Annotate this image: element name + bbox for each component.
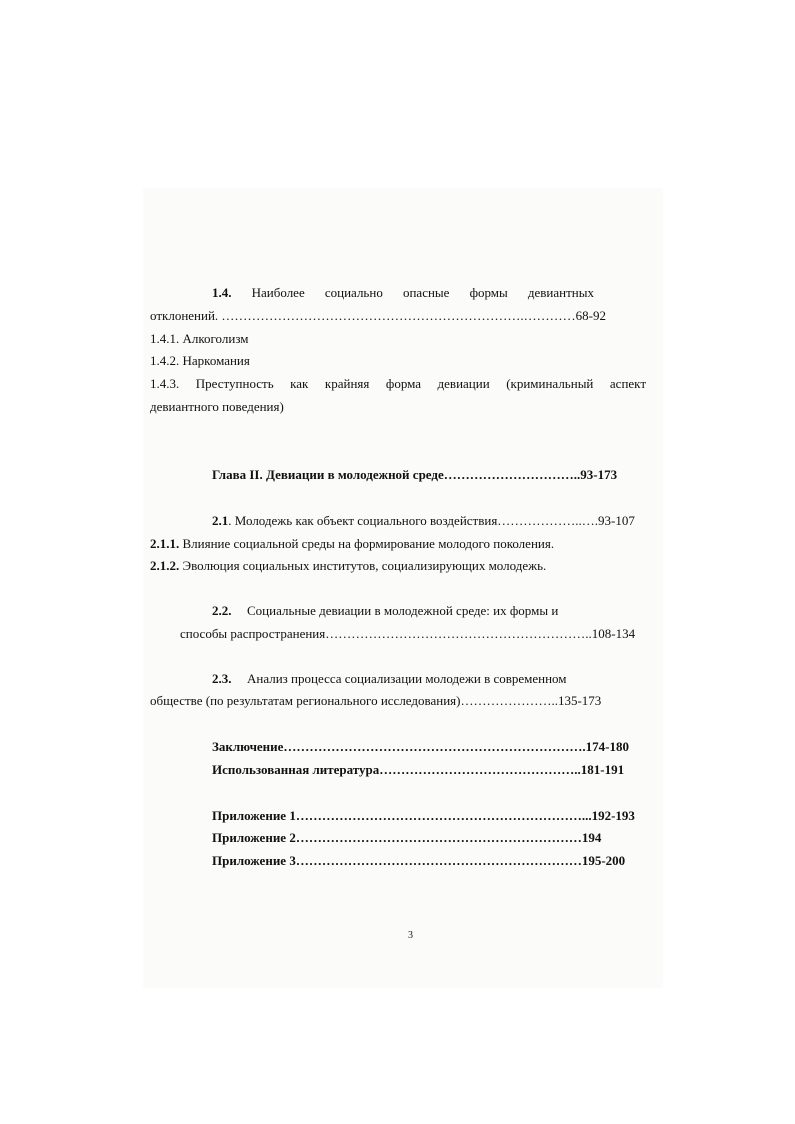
toc-entry-text: Влияние социальной среды на формирование молодого поколения. <box>179 536 555 551</box>
toc-entry-text: Анализ процесса социализации молодежи в современном <box>247 671 567 686</box>
toc-entry-2-3 <box>212 671 567 687</box>
toc-word: крайняя <box>324 376 370 391</box>
toc-appendix-3: Приложение 3…………………………………………………………195-200 <box>212 853 626 868</box>
toc-word: аспект <box>609 376 646 391</box>
toc-word: (криминальный <box>506 376 594 391</box>
toc-word: опасные <box>402 285 450 300</box>
toc-word: девиантных <box>527 285 594 300</box>
toc-conclusion: Заключение…………………………………………………………….174-180 <box>212 739 630 754</box>
toc-word: как <box>290 376 309 391</box>
toc-entry-1-4 <box>212 285 594 301</box>
toc-entry-1-4-2: 1.4.2. Наркомания <box>150 353 250 368</box>
toc-literature: Использованная литература………………………………………..181-191 <box>212 762 625 777</box>
page-number: 3 <box>408 930 413 941</box>
toc-entry-text: Эволюция социальных институтов, социализирующих молодежь. <box>179 558 547 573</box>
toc-entry-1-4-3 <box>150 376 646 392</box>
toc-entry-1-4-3-line2: девиантного поведения) <box>150 399 284 414</box>
section-number: 1.4. <box>212 285 232 300</box>
toc-word: социально <box>324 285 383 300</box>
section-number: 2.2. <box>212 603 232 618</box>
toc-entry-2-2 <box>212 603 558 619</box>
section-number: 2.3. <box>212 671 232 686</box>
section-number: 2.1.1. <box>150 536 180 551</box>
toc-word: девиации <box>437 376 490 391</box>
toc-entry-2-2-line2: способы распространения……………………………………………………..108-134 <box>180 626 636 641</box>
toc-word: формы <box>469 285 508 300</box>
toc-appendix-2: Приложение 2…………………………………………………………194 <box>212 830 602 845</box>
section-number: 2.1.2. <box>150 558 180 573</box>
toc-word: Наиболее <box>251 285 305 300</box>
toc-chapter-2: Глава II. Девиации в молодежной среде…………………………..93-173 <box>212 467 618 482</box>
toc-entry-2-3-line2: обществе (по результатам регионального исследования)…………………..135-173 <box>150 693 602 708</box>
toc-word: Преступность <box>195 376 274 391</box>
toc-entry-1-4-1: 1.4.1. Алкоголизм <box>150 331 249 346</box>
toc-entry-text: . Молодежь как объект социального воздействия………………..….93-107 <box>228 513 635 528</box>
toc-word: форма <box>385 376 422 391</box>
toc-appendix-1: Приложение 1…………………………………………………………...192-193 <box>212 808 635 823</box>
toc-entry-2-1 <box>212 513 635 529</box>
toc-entry-2-1-2 <box>150 558 546 574</box>
toc-entry-1-4-line2: отклонений. …………………………………………………………….…………68-92 <box>150 308 606 323</box>
toc-entry-text: Социальные девиации в молодежной среде: их формы и <box>247 603 559 618</box>
toc-entry-2-1-1 <box>150 536 554 552</box>
toc-word: 1.4.3. <box>150 376 180 391</box>
section-number: 2.1 <box>212 513 229 528</box>
